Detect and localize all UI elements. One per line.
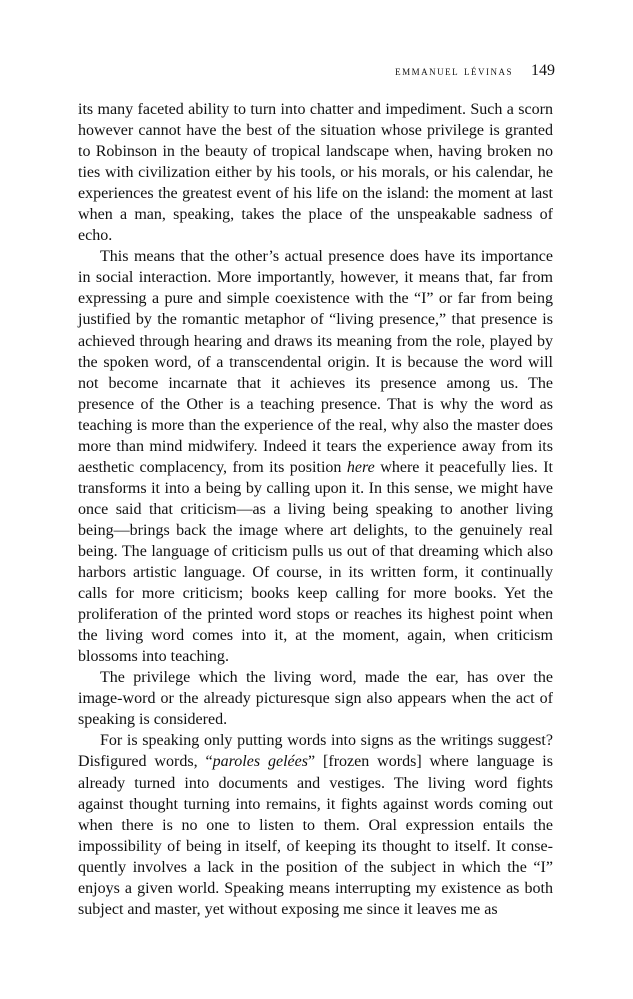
paragraph — [78, 99, 553, 246]
paragraph — [78, 667, 553, 730]
body-text — [78, 99, 553, 920]
paragraph-text: This means that the other’s actual presence does have its importance in social interaction. More importantly, however, it means that, far from expressing a pure and simple coexistence with the “I” or far from being justified by the romantic metaphor of “living presence,” that presence is achieved through hearing and draws its meaning from the role, played by the spoken word, of a transcendental origin. It is because the word will not become incarnate that it achieves its presence among us. The presence of the Other is a teaching presence. That is why the word as teaching is more than the experience of the real, why also the master does more than mind midwifery. Indeed it tears the experience away from its aesthetic complacency, from its position — [78, 248, 553, 476]
paragraph-text: its many faceted ability to turn into chatter and impediment. Such a scorn however cannot have the best of the situation whose privilege is granted to Robinson in the beauty of tropical landscape when, having broken no ties with civilization either by his tools, or his morals, or his calendar, he experiences the greatest event of his life on the island: the moment at last when a man, speaking, takes the place of the unspeakable sadness of echo. — [78, 101, 553, 245]
page-number: 149 — [531, 62, 555, 79]
paragraph — [78, 246, 553, 667]
running-head-author: emmanuel lévinas — [395, 63, 513, 78]
italic-word-here: here — [346, 458, 375, 476]
paragraph — [78, 730, 553, 919]
paragraph-text: where it peacefully lies. It transforms it into a being by calling upon it. In this sense, we might have once said that criticism—as a living being speaking to another living being—brings back the image where art delights, to the genuinely real being. The language of criticism pulls us out of that dreaming which also harbors artistic language. Of course, in its written form, it continually calls for more criticism; books keep calling for more books. Yet the proliferation of the printed word stops or reaches its highest point when the living word comes into it, at the moment, again, when criticism blossoms into teaching. — [78, 458, 553, 666]
paragraph-text: For is speaking only putting words into signs as the writings suggest? Disfigured words, “ — [78, 732, 553, 771]
paragraph-text: ” [frozen words] where language is already turned into documents and vestiges. The living word fights against thought turning into remains, it fights against words coming out when there is no one to listen to them. Oral expression entails the impossibility of being in itself, of keeping its thought to itself. It consequently involves a lack in the position of the subject in which the “I” enjoys a given world. Speaking means interrupting my existence as both subject and master, yet without exposing me since it leaves me as — [78, 753, 553, 918]
running-head — [395, 62, 555, 80]
paragraph-text: The privilege which the living word, made the ear, has over the image-word or the already picturesque sign also appears when the act of speaking is considered. — [78, 669, 553, 729]
italic-phrase-paroles-gelees: paroles gelées — [212, 753, 309, 771]
